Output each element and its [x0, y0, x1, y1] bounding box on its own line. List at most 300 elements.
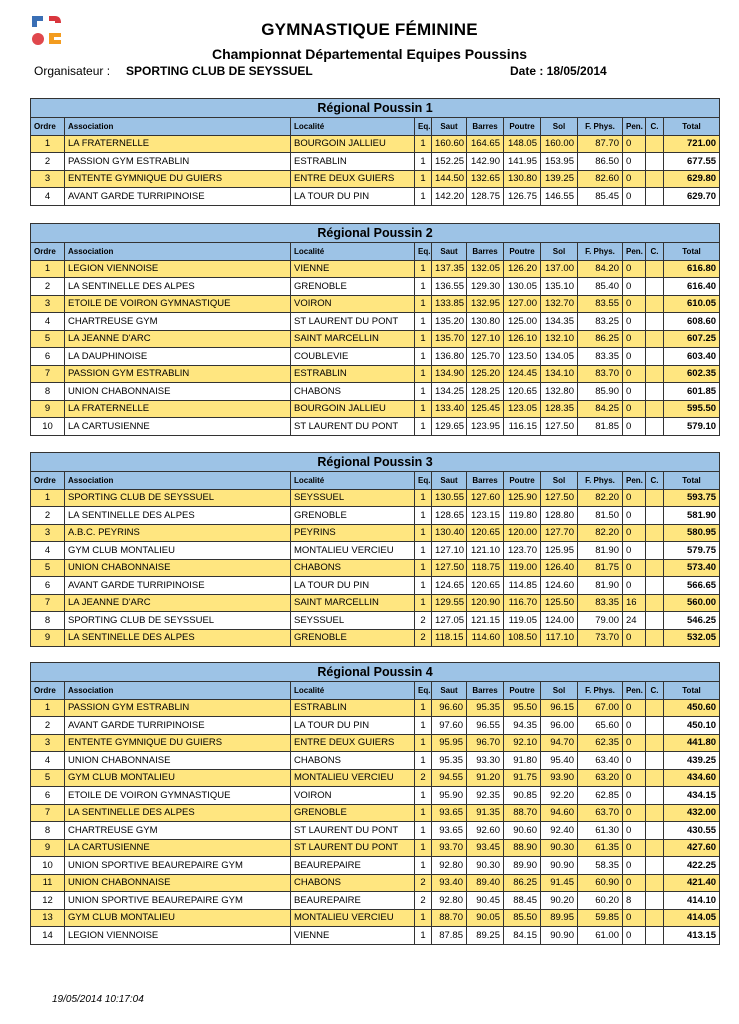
table-row [31, 489, 720, 507]
cell-saut: 130.40 [432, 524, 467, 542]
cell-c [646, 507, 664, 525]
cell-association: UNION CHABONNAISE [65, 752, 291, 770]
cell-sol: 127.50 [541, 489, 578, 507]
cell-eq: 1 [415, 909, 432, 927]
cell-eq: 1 [415, 787, 432, 805]
cell-total: 434.60 [664, 769, 720, 787]
cell-localit: ESTRABLIN [291, 365, 415, 383]
cell-ordre: 9 [31, 839, 65, 857]
column-header: Ordre [31, 118, 65, 136]
cell-ordre: 9 [31, 400, 65, 418]
cell-total: 421.40 [664, 874, 720, 892]
cell-f-phys: 83.55 [578, 295, 623, 313]
cell-association: ENTENTE GYMNIQUE DU GUIERS [65, 170, 291, 188]
cell-c [646, 418, 664, 436]
table-row [31, 524, 720, 542]
cell-localit: ENTRE DEUX GUIERS [291, 170, 415, 188]
cell-f-phys: 62.35 [578, 734, 623, 752]
cell-c [646, 804, 664, 822]
cell-localit: MONTALIEU VERCIEU [291, 909, 415, 927]
cell-c [646, 734, 664, 752]
cell-poutre: 125.90 [504, 489, 541, 507]
cell-f-phys: 59.85 [578, 909, 623, 927]
column-header: Total [664, 118, 720, 136]
cell-poutre: 95.50 [504, 699, 541, 717]
cell-poutre: 92.10 [504, 734, 541, 752]
cell-total: 580.95 [664, 524, 720, 542]
cell-eq: 1 [415, 734, 432, 752]
cell-poutre: 85.50 [504, 909, 541, 927]
cell-sol: 90.20 [541, 892, 578, 910]
cell-total: 593.75 [664, 489, 720, 507]
cell-barres: 114.60 [467, 629, 504, 647]
table-row [31, 804, 720, 822]
cell-saut: 133.40 [432, 400, 467, 418]
cell-total: 427.60 [664, 839, 720, 857]
cell-poutre: 90.60 [504, 822, 541, 840]
cell-eq: 1 [415, 857, 432, 875]
cell-poutre: 125.00 [504, 313, 541, 331]
cell-ordre: 3 [31, 170, 65, 188]
cell-ordre: 8 [31, 822, 65, 840]
cell-saut: 96.60 [432, 699, 467, 717]
cell-association: AVANT GARDE TURRIPINOISE [65, 577, 291, 595]
cell-eq: 1 [415, 278, 432, 296]
cell-localit: GRENOBLE [291, 507, 415, 525]
cell-poutre: 126.75 [504, 188, 541, 206]
cell-eq: 1 [415, 295, 432, 313]
cell-localit: ST LAURENT DU PONT [291, 418, 415, 436]
cell-f-phys: 79.00 [578, 612, 623, 630]
cell-total: 607.25 [664, 330, 720, 348]
cell-pen: 0 [623, 170, 646, 188]
cell-pen: 0 [623, 278, 646, 296]
cell-eq: 1 [415, 489, 432, 507]
cell-c [646, 524, 664, 542]
table-row [31, 542, 720, 560]
cell-localit: BOURGOIN JALLIEU [291, 400, 415, 418]
cell-total: 595.50 [664, 400, 720, 418]
cell-pen: 0 [623, 909, 646, 927]
cell-sol: 146.55 [541, 188, 578, 206]
cell-poutre: 89.90 [504, 857, 541, 875]
cell-eq: 1 [415, 260, 432, 278]
cell-saut: 93.65 [432, 804, 467, 822]
cell-sol: 134.35 [541, 313, 578, 331]
column-header: C. [646, 472, 664, 490]
cell-barres: 128.75 [467, 188, 504, 206]
table-header-row [31, 682, 720, 700]
table-row [31, 857, 720, 875]
cell-eq: 1 [415, 383, 432, 401]
cell-saut: 124.65 [432, 577, 467, 595]
cell-localit: ST LAURENT DU PONT [291, 822, 415, 840]
organizer-label: Organisateur : [34, 64, 111, 78]
cell-f-phys: 62.85 [578, 787, 623, 805]
cell-barres: 123.15 [467, 507, 504, 525]
table-row [31, 594, 720, 612]
cell-barres: 142.90 [467, 153, 504, 171]
cell-ordre: 9 [31, 629, 65, 647]
cell-saut: 87.85 [432, 927, 467, 945]
cell-poutre: 108.50 [504, 629, 541, 647]
cell-total: 414.05 [664, 909, 720, 927]
cell-sol: 124.00 [541, 612, 578, 630]
column-header: Poutre [504, 118, 541, 136]
cell-association: LA FRATERNELLE [65, 400, 291, 418]
cell-saut: 95.90 [432, 787, 467, 805]
cell-association: UNION CHABONNAISE [65, 874, 291, 892]
cell-ordre: 6 [31, 787, 65, 805]
cell-c [646, 892, 664, 910]
column-header: Association [65, 472, 291, 490]
table-row [31, 330, 720, 348]
cell-f-phys: 60.20 [578, 892, 623, 910]
cell-c [646, 839, 664, 857]
cell-pen: 0 [623, 188, 646, 206]
cell-f-phys: 73.70 [578, 629, 623, 647]
cell-pen: 0 [623, 489, 646, 507]
cell-sol: 117.10 [541, 629, 578, 647]
cell-poutre: 86.25 [504, 874, 541, 892]
column-header: Total [664, 243, 720, 261]
cell-saut: 142.20 [432, 188, 467, 206]
cell-localit: SAINT MARCELLIN [291, 330, 415, 348]
cell-sol: 94.70 [541, 734, 578, 752]
cell-eq: 1 [415, 559, 432, 577]
cell-poutre: 91.75 [504, 769, 541, 787]
cell-poutre: 127.00 [504, 295, 541, 313]
cell-barres: 132.65 [467, 170, 504, 188]
cell-pen: 0 [623, 330, 646, 348]
column-header: Localité [291, 472, 415, 490]
cell-f-phys: 82.60 [578, 170, 623, 188]
cell-f-phys: 85.40 [578, 278, 623, 296]
cell-saut: 94.55 [432, 769, 467, 787]
table-row [31, 260, 720, 278]
cell-total: 560.00 [664, 594, 720, 612]
cell-pen: 0 [623, 874, 646, 892]
cell-total: 450.10 [664, 717, 720, 735]
cell-saut: 97.60 [432, 717, 467, 735]
cell-total: 413.15 [664, 927, 720, 945]
cell-sol: 127.50 [541, 418, 578, 436]
cell-saut: 135.70 [432, 330, 467, 348]
page-subtitle: Championnat Départemental Equipes Poussins [211, 46, 528, 62]
cell-association: SPORTING CLUB DE SEYSSUEL [65, 489, 291, 507]
cell-eq: 1 [415, 752, 432, 770]
cell-pen: 0 [623, 542, 646, 560]
organizer-name: SPORTING CLUB DE SEYSSUEL [126, 64, 313, 78]
cell-ordre: 1 [31, 699, 65, 717]
page-title: GYMNASTIQUE FÉMININE [261, 20, 478, 39]
cell-c [646, 153, 664, 171]
cell-total: 629.70 [664, 188, 720, 206]
column-header: C. [646, 118, 664, 136]
cell-ordre: 3 [31, 295, 65, 313]
table-row [31, 365, 720, 383]
cell-barres: 121.10 [467, 542, 504, 560]
cell-saut: 118.15 [432, 629, 467, 647]
table-header-row [31, 472, 720, 490]
cell-barres: 132.05 [467, 260, 504, 278]
cell-eq: 1 [415, 507, 432, 525]
cell-eq: 2 [415, 629, 432, 647]
cell-sol: 89.95 [541, 909, 578, 927]
cell-pen: 0 [623, 839, 646, 857]
cell-pen: 8 [623, 892, 646, 910]
cell-sol: 137.00 [541, 260, 578, 278]
cell-f-phys: 83.70 [578, 365, 623, 383]
cell-association: ENTENTE GYMNIQUE DU GUIERS [65, 734, 291, 752]
cell-total: 608.60 [664, 313, 720, 331]
cell-localit: LA TOUR DU PIN [291, 188, 415, 206]
cell-pen: 0 [623, 260, 646, 278]
results-table [30, 662, 720, 945]
cell-barres: 127.10 [467, 330, 504, 348]
cell-pen: 0 [623, 734, 646, 752]
cell-sol: 125.50 [541, 594, 578, 612]
cell-eq: 1 [415, 542, 432, 560]
column-header: Sol [541, 472, 578, 490]
column-header: Ordre [31, 243, 65, 261]
table-row [31, 400, 720, 418]
cell-ordre: 2 [31, 278, 65, 296]
cell-sol: 124.60 [541, 577, 578, 595]
cell-c [646, 295, 664, 313]
cell-ordre: 4 [31, 542, 65, 560]
table-header-row [31, 118, 720, 136]
cell-saut: 134.90 [432, 365, 467, 383]
cell-pen: 0 [623, 400, 646, 418]
cell-ordre: 10 [31, 418, 65, 436]
column-header: Sol [541, 243, 578, 261]
cell-c [646, 135, 664, 153]
cell-total: 579.10 [664, 418, 720, 436]
cell-eq: 1 [415, 135, 432, 153]
table-row [31, 752, 720, 770]
cell-f-phys: 83.35 [578, 348, 623, 366]
cell-sol: 153.95 [541, 153, 578, 171]
cell-localit: LA TOUR DU PIN [291, 717, 415, 735]
cell-sol: 135.10 [541, 278, 578, 296]
cell-f-phys: 87.70 [578, 135, 623, 153]
cell-eq: 1 [415, 348, 432, 366]
column-header: Pen. [623, 243, 646, 261]
cell-c [646, 629, 664, 647]
cell-sol: 134.05 [541, 348, 578, 366]
cell-barres: 132.95 [467, 295, 504, 313]
cell-sol: 134.10 [541, 365, 578, 383]
cell-association: GYM CLUB MONTALIEU [65, 909, 291, 927]
cell-pen: 0 [623, 418, 646, 436]
column-header: C. [646, 682, 664, 700]
cell-saut: 130.55 [432, 489, 467, 507]
cell-poutre: 120.65 [504, 383, 541, 401]
cell-localit: SAINT MARCELLIN [291, 594, 415, 612]
column-header: Barres [467, 243, 504, 261]
cell-ordre: 12 [31, 892, 65, 910]
cell-barres: 89.40 [467, 874, 504, 892]
cell-eq: 1 [415, 188, 432, 206]
cell-saut: 144.50 [432, 170, 467, 188]
cell-saut: 93.70 [432, 839, 467, 857]
cell-eq: 1 [415, 313, 432, 331]
cell-f-phys: 61.35 [578, 839, 623, 857]
cell-poutre: 130.05 [504, 278, 541, 296]
cell-barres: 91.35 [467, 804, 504, 822]
cell-c [646, 909, 664, 927]
column-header: Pen. [623, 118, 646, 136]
cell-poutre: 126.20 [504, 260, 541, 278]
cell-localit: ESTRABLIN [291, 699, 415, 717]
cell-pen: 0 [623, 822, 646, 840]
cell-association: LA SENTINELLE DES ALPES [65, 278, 291, 296]
cell-pen: 0 [623, 348, 646, 366]
cell-saut: 152.25 [432, 153, 467, 171]
cell-total: 441.80 [664, 734, 720, 752]
cell-ordre: 3 [31, 734, 65, 752]
results-table [30, 452, 720, 647]
cell-localit: ST LAURENT DU PONT [291, 839, 415, 857]
cell-localit: VIENNE [291, 260, 415, 278]
cell-pen: 0 [623, 804, 646, 822]
column-header: Saut [432, 243, 467, 261]
cell-association: LA SENTINELLE DES ALPES [65, 629, 291, 647]
cell-ordre: 2 [31, 153, 65, 171]
cell-barres: 127.60 [467, 489, 504, 507]
cell-sol: 160.00 [541, 135, 578, 153]
cell-pen: 0 [623, 699, 646, 717]
cell-c [646, 260, 664, 278]
cell-barres: 164.65 [467, 135, 504, 153]
section-title: Régional Poussin 1 [31, 99, 720, 118]
cell-pen: 0 [623, 752, 646, 770]
cell-poutre: 123.50 [504, 348, 541, 366]
print-timestamp: 19/05/2014 10:17:04 [52, 994, 144, 1005]
cell-saut: 137.35 [432, 260, 467, 278]
column-header: F. Phys. [578, 118, 623, 136]
cell-localit: CHABONS [291, 383, 415, 401]
cell-total: 546.25 [664, 612, 720, 630]
cell-association: PASSION GYM ESTRABLIN [65, 153, 291, 171]
cell-association: LA JEANNE D'ARC [65, 594, 291, 612]
cell-barres: 125.45 [467, 400, 504, 418]
table-row [31, 170, 720, 188]
table-row [31, 734, 720, 752]
cell-total: 677.55 [664, 153, 720, 171]
cell-association: UNION SPORTIVE BEAUREPAIRE GYM [65, 892, 291, 910]
cell-saut: 136.55 [432, 278, 467, 296]
cell-sol: 139.25 [541, 170, 578, 188]
cell-total: 439.25 [664, 752, 720, 770]
cell-ordre: 6 [31, 577, 65, 595]
cell-localit: ENTRE DEUX GUIERS [291, 734, 415, 752]
cell-barres: 95.35 [467, 699, 504, 717]
cell-eq: 1 [415, 418, 432, 436]
cell-poutre: 124.45 [504, 365, 541, 383]
cell-eq: 2 [415, 892, 432, 910]
cell-c [646, 559, 664, 577]
cell-ordre: 10 [31, 857, 65, 875]
table-row [31, 577, 720, 595]
cell-association: LA JEANNE D'ARC [65, 330, 291, 348]
cell-total: 721.00 [664, 135, 720, 153]
column-header: Total [664, 682, 720, 700]
cell-barres: 125.70 [467, 348, 504, 366]
table-row [31, 418, 720, 436]
cell-ordre: 2 [31, 717, 65, 735]
cell-total: 434.15 [664, 787, 720, 805]
cell-saut: 160.60 [432, 135, 467, 153]
cell-sol: 90.90 [541, 857, 578, 875]
cell-localit: SEYSSUEL [291, 489, 415, 507]
cell-eq: 1 [415, 365, 432, 383]
cell-association: AVANT GARDE TURRIPINOISE [65, 188, 291, 206]
cell-saut: 134.25 [432, 383, 467, 401]
cell-localit: PEYRINS [291, 524, 415, 542]
cell-c [646, 752, 664, 770]
cell-pen: 0 [623, 153, 646, 171]
cell-pen: 0 [623, 365, 646, 383]
cell-c [646, 365, 664, 383]
cell-localit: VOIRON [291, 787, 415, 805]
cell-localit: ST LAURENT DU PONT [291, 313, 415, 331]
column-header: Barres [467, 682, 504, 700]
cell-barres: 120.65 [467, 524, 504, 542]
cell-association: PASSION GYM ESTRABLIN [65, 699, 291, 717]
cell-total: 616.40 [664, 278, 720, 296]
cell-association: LEGION VIENNOISE [65, 260, 291, 278]
cell-saut: 95.95 [432, 734, 467, 752]
cell-localit: CHABONS [291, 752, 415, 770]
cell-eq: 1 [415, 804, 432, 822]
cell-f-phys: 81.90 [578, 577, 623, 595]
cell-c [646, 769, 664, 787]
cell-localit: VIENNE [291, 927, 415, 945]
cell-ordre: 4 [31, 752, 65, 770]
cell-sol: 128.80 [541, 507, 578, 525]
column-header: Localité [291, 682, 415, 700]
table-row [31, 822, 720, 840]
cell-f-phys: 83.35 [578, 594, 623, 612]
cell-poutre: 119.05 [504, 612, 541, 630]
cell-total: 532.05 [664, 629, 720, 647]
cell-barres: 129.30 [467, 278, 504, 296]
cell-c [646, 400, 664, 418]
cell-localit: CHABONS [291, 874, 415, 892]
table-header-row [31, 243, 720, 261]
cell-poutre: 116.70 [504, 594, 541, 612]
cell-association: ETOILE DE VOIRON GYMNASTIQUE [65, 295, 291, 313]
cell-total: 601.85 [664, 383, 720, 401]
section-title: Régional Poussin 3 [31, 453, 720, 472]
column-header: Localité [291, 243, 415, 261]
cell-eq: 1 [415, 153, 432, 171]
cell-c [646, 348, 664, 366]
cell-f-phys: 81.75 [578, 559, 623, 577]
cell-poutre: 84.15 [504, 927, 541, 945]
cell-barres: 121.15 [467, 612, 504, 630]
cell-ordre: 5 [31, 330, 65, 348]
cell-ordre: 1 [31, 135, 65, 153]
column-header: Poutre [504, 472, 541, 490]
column-header: Eq. [415, 472, 432, 490]
cell-ordre: 2 [31, 507, 65, 525]
cell-localit: MONTALIEU VERCIEU [291, 542, 415, 560]
cell-f-phys: 67.00 [578, 699, 623, 717]
cell-c [646, 699, 664, 717]
